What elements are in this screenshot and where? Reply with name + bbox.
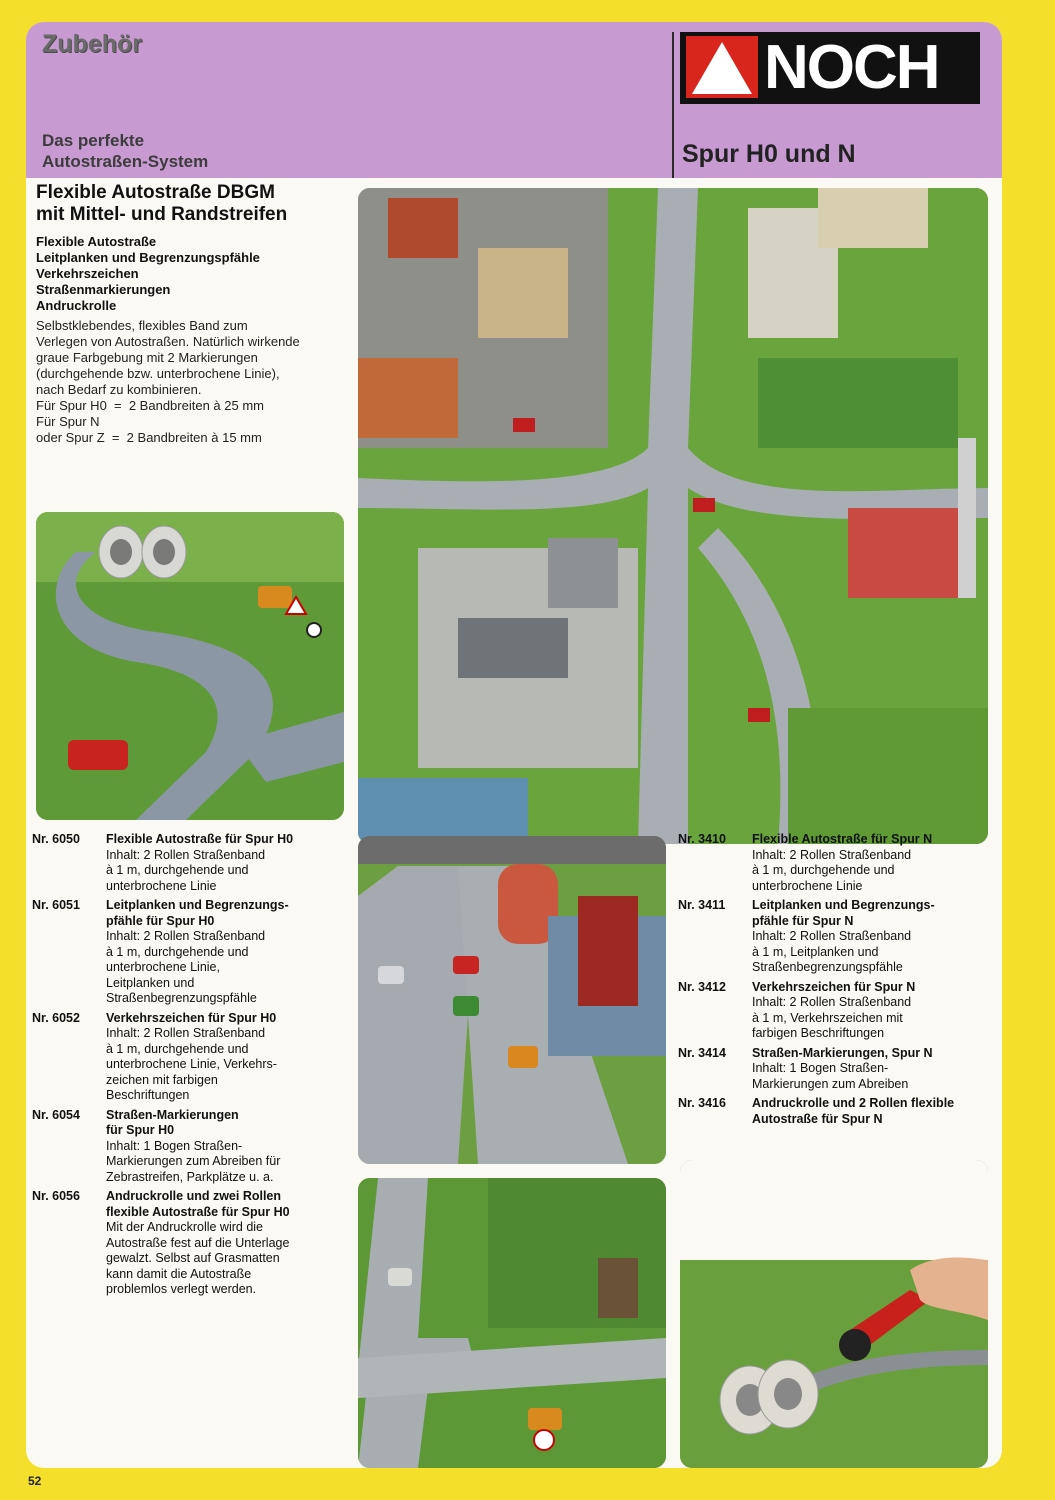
product-name [752,1096,998,1127]
product-content-line: Leitplanken und [106,975,195,990]
product-content [106,1026,352,1104]
product-name-line: für Spur H0 [106,1123,175,1137]
description-line: oder Spur Z = 2 Bandbreiten à 15 mm [36,430,262,445]
subtitle-line: Das perfekte [42,131,145,150]
catalog-page [26,22,1002,1468]
product-content-line: à 1 m, durchgehende und [106,1041,249,1056]
product-name-line: Flexible Autostraße für Spur N [752,832,933,846]
product-content-line: zeichen mit farbigen [106,1072,218,1087]
product-content-line: Autostraße fest auf die Unterlage [106,1235,290,1250]
product-name-line: Straßen-Markierungen [106,1107,239,1122]
triangle-logo-icon [686,36,758,98]
description-line: graue Farbgebung mit 2 Markierungen [36,350,258,365]
product-description [36,318,366,446]
page-subtitle [42,130,442,172]
product-name-line: Andruckrolle und 2 Rollen flexible [752,1096,955,1110]
harbour-road-illustration [358,836,666,1164]
product-content [752,848,998,895]
product-content-line: problemlos verlegt werden. [106,1282,257,1296]
product-content-line: Straßenbegrenzungspfähle [106,991,257,1005]
product-name-line: Andruckrolle und zwei Rollen [106,1189,282,1203]
intro-title-line: Flexible Autostraße DBGM [36,182,275,203]
pressure-roller-illustration [680,1160,988,1468]
product-number: Nr. 3411 [678,898,726,912]
product-name-line: pfähle für Spur N [752,913,854,928]
product-number: Nr. 6050 [32,832,80,846]
product-item [32,1189,352,1298]
product-name [752,898,998,929]
feature-item: Flexible Autostraße [36,234,157,249]
product-content [752,929,998,976]
product-number: Nr. 6054 [32,1107,80,1122]
intro-title [36,182,366,226]
product-content-line: à 1 m, durchgehende und [106,863,249,877]
park-road-illustration [358,1178,666,1468]
description-line: Verlegen von Autostraßen. Natürlich wirkende [36,334,300,349]
product-name [106,1011,352,1027]
product-name-line: Verkehrszeichen für Spur N [752,979,916,994]
product-item [678,898,998,976]
product-number: Nr. 6051 [32,898,80,912]
photo-town-layout [358,188,988,844]
product-name-line: flexible Autostraße für Spur H0 [106,1204,290,1219]
product-content-line: Inhalt: 1 Bogen Straßen- [752,1061,889,1075]
product-content-line: Straßenbegrenzungspfähle [752,960,903,974]
gauge-title: Spur H0 und N [682,140,856,168]
product-content-line: Zebrastreifen, Parkplätze u. a. [106,1169,274,1184]
product-item [32,1108,352,1186]
section-title: Zubehör [42,30,142,58]
product-content-line: Inhalt: 1 Bogen Straßen- [106,1138,243,1153]
photo-harbour-road [358,836,666,1164]
brand-name: NOCH [764,33,939,102]
product-item [678,1096,998,1127]
product-name [752,832,998,848]
product-content-line: unterbrochene Linie [752,878,863,893]
photo-road-curve [36,512,344,820]
feature-item: Andruckrolle [36,298,117,313]
product-content [106,848,352,895]
product-content-line: Inhalt: 2 Rollen Straßenband [106,929,266,943]
product-content-line: à 1 m, durchgehende und [106,944,249,959]
product-number: Nr. 3412 [678,979,726,994]
product-name-line: Leitplanken und Begrenzungs- [106,898,289,912]
product-content [106,1220,352,1298]
product-content-line: Beschriftungen [106,1088,190,1102]
product-content-line: gewalzt. Selbst auf Grasmatten [106,1251,280,1265]
product-content-line: Inhalt: 2 Rollen Straßenband [752,929,912,943]
product-name-line: Flexible Autostraße für Spur H0 [106,832,294,846]
product-content-line: Inhalt: 2 Rollen Straßenband [752,995,912,1009]
product-item [32,898,352,1007]
description-line: Selbstklebendes, flexibles Band zum [36,318,248,333]
description-line: Für Spur H0 = 2 Bandbreiten à 25 mm [36,398,264,413]
product-content [752,995,998,1042]
product-number: Nr. 6056 [32,1189,80,1203]
product-name-line: Leitplanken und Begrenzungs- [752,898,935,912]
product-content-line: Inhalt: 2 Rollen Straßenband [752,847,912,862]
feature-item: Leitplanken und Begrenzungspfähle [36,250,260,265]
product-name-line: Autostraße für Spur N [752,1111,883,1126]
description-line: nach Bedarf zu kombinieren. [36,382,202,397]
product-name-line: pfähle für Spur H0 [106,913,215,928]
product-name [752,980,998,996]
product-content-line: à 1 m, durchgehende und [752,863,895,877]
photo-park-road [358,1178,666,1468]
product-content-line: unterbrochene Linie, Verkehrs- [106,1057,277,1071]
product-list-n [678,832,998,1131]
subtitle-line: Autostraßen-System [42,152,209,171]
noch-logo [680,32,980,104]
product-content [752,1061,998,1092]
feature-list [36,234,366,314]
product-content-line: Inhalt: 2 Rollen Straßenband [106,847,266,862]
intro-title-line: mit Mittel- und Randstreifen [36,204,288,225]
header-divider [672,32,674,178]
page-number: 52 [28,1474,42,1488]
product-content-line: Inhalt: 2 Rollen Straßenband [106,1026,266,1040]
product-name-line: Straßen-Markierungen, Spur N [752,1045,933,1060]
feature-item: Straßenmarkierungen [36,282,171,297]
product-content-line: Mit der Andruckrolle wird die [106,1220,264,1234]
road-curve-illustration [36,512,344,820]
town-layout-illustration [358,188,988,844]
product-item [678,980,998,1042]
feature-item: Verkehrszeichen [36,266,139,281]
product-name [106,1189,352,1220]
product-number: Nr. 3410 [678,832,726,846]
product-item [32,1011,352,1104]
product-list-h0 [32,832,352,1302]
description-line: (durchgehende bzw. unterbrochene Linie), [36,366,280,381]
product-number: Nr. 3414 [678,1045,726,1060]
page-header [26,22,1002,178]
product-content-line: à 1 m, Leitplanken und [752,944,879,959]
product-name [106,898,352,929]
product-item [678,1046,998,1093]
product-content [106,929,352,1007]
product-content-line: unterbrochene Linie [106,878,217,893]
product-item [678,832,998,894]
product-content [106,1139,352,1186]
product-content-line: Markierungen zum Abreiben für [106,1154,281,1168]
product-name-line: Verkehrszeichen für Spur H0 [106,1010,277,1025]
product-content-line: kann damit die Autostraße [106,1266,252,1281]
description-line: Für Spur N [36,414,100,429]
product-item [32,832,352,894]
product-content-line: farbigen Beschriftungen [752,1026,885,1040]
product-number: Nr. 6052 [32,1010,80,1025]
product-name [106,832,352,848]
product-name [106,1108,352,1139]
product-content-line: à 1 m, Verkehrszeichen mit [752,1010,903,1025]
photo-pressure-roller [680,1160,988,1468]
product-number: Nr. 3416 [678,1096,726,1110]
product-name [752,1046,998,1062]
product-content-line: Markierungen zum Abreiben [752,1076,909,1091]
product-content-line: unterbrochene Linie, [106,960,220,974]
